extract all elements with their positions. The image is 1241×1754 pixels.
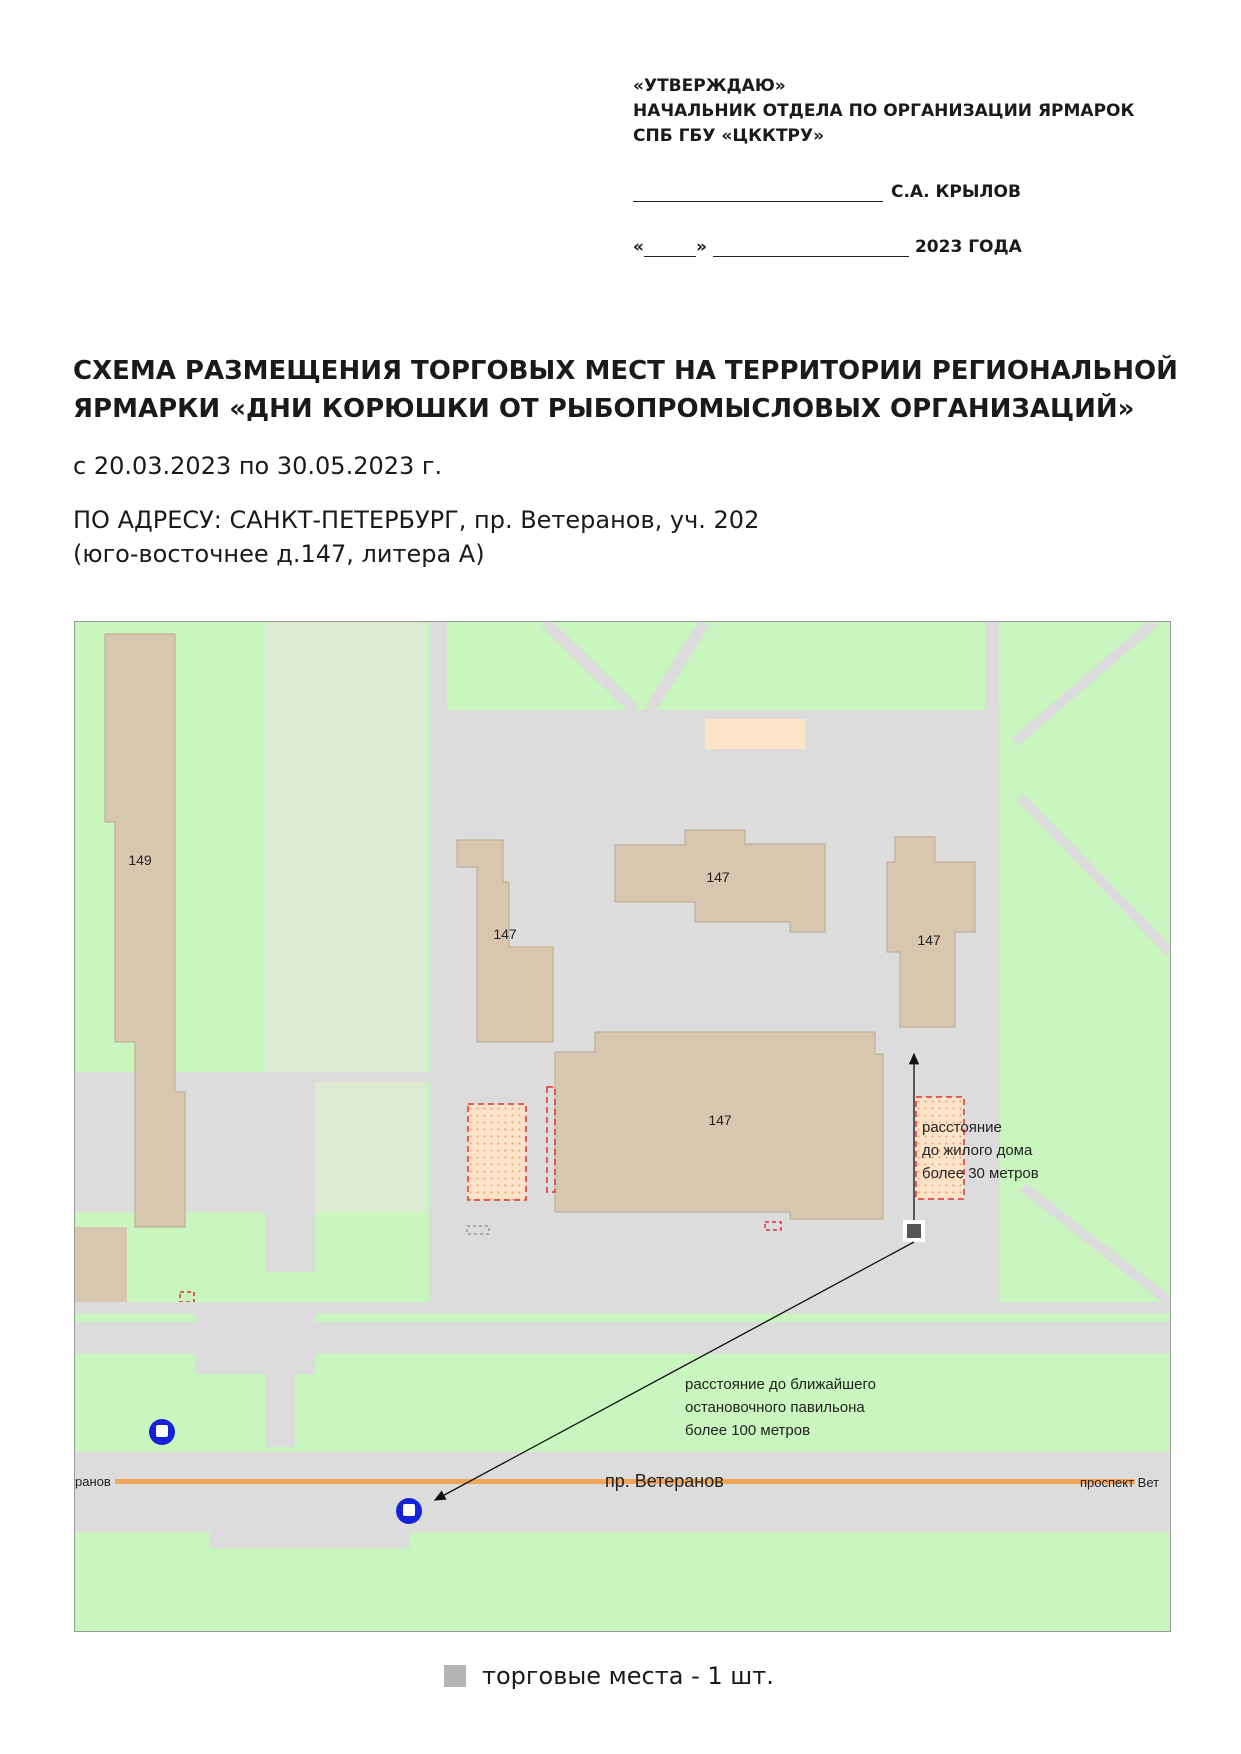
legend-label: торговые места - 1 шт. [482,1662,774,1690]
footpath [265,1072,445,1082]
building-corner [75,1227,127,1302]
bus-stop-icon [149,1419,175,1445]
note-stop-line-1: расстояние до ближайшего [685,1376,876,1393]
address-line-2: (юго-восточнее д.147, литера А) [73,540,485,568]
date-close-quote: » [695,237,707,257]
note-house-line-2: до жилого дома [922,1142,1033,1159]
site-map [74,621,1171,1632]
address-line-1: ПО АДРЕСУ: САНКТ-ПЕТЕРБУРГ, пр. Ветеранов, уч. 202 [73,506,760,534]
building-label-147-right: 147 [917,932,941,948]
building-label-147-left: 147 [493,926,517,942]
date-open-quote: « [633,237,644,257]
approval-year: 2023 ГОДА [914,237,1022,257]
bus-stop-icon [396,1498,422,1524]
service-road [75,1302,1170,1314]
note-stop-line-3: более 100 метров [685,1422,811,1439]
street-label-right: проспект Вет [1080,1475,1160,1490]
signatory-name: С.А. КРЫЛОВ [891,182,1021,202]
document-title [73,352,1183,428]
title-line-1: СХЕМА РАЗМЕЩЕНИЯ ТОРГОВЫХ МЕСТ НА ТЕРРИТОРИИ РЕГИОНАЛЬНОЙ [73,356,1178,386]
street-label-main: пр. Ветеранов [605,1471,724,1491]
fair-address [73,503,759,571]
legend [444,1662,774,1690]
stall-marker [907,1224,921,1238]
building-label-149: 149 [128,852,152,868]
building-label-147-top: 147 [706,869,730,885]
legend-swatch [444,1665,466,1687]
fair-period: с 20.03.2023 по 30.05.2023 г. [73,452,443,480]
side-road [265,1352,295,1447]
street-label-left: ранов [75,1474,111,1489]
month-blank [713,238,909,257]
signature-blank [633,183,883,202]
footpath [265,1082,315,1272]
avenue-roadway [75,1452,1170,1532]
footpath [429,622,447,1302]
title-line-2: ЯРМАРКИ «ДНИ КОРЮШКИ ОТ РЫБОПРОМЫСЛОВЫХ ОРГАНИЗАЦИЙ» [73,394,1135,424]
day-blank [644,238,696,257]
approval-line-2: НАЧАЛЬНИК ОТДЕЛА ПО ОРГАНИЗАЦИИ ЯРМАРОК [633,101,1135,121]
note-house-line-1: расстояние [922,1119,1002,1136]
parking-lot [475,1242,975,1312]
footpath [985,622,999,1302]
signature-line [633,182,1021,202]
note-house-line-3: более 30 метров [922,1165,1039,1182]
building-label-147-main: 147 [708,1112,732,1128]
approval-block [633,74,1134,149]
courtyard-top-lot [705,719,805,749]
avenue-sidewalk [210,1532,410,1548]
fair-zone [468,1104,526,1200]
approval-line-1: «УТВЕРЖДАЮ» [633,76,786,96]
note-stop-line-2: остановочного павильона [685,1399,865,1416]
date-line [633,237,1022,257]
approval-line-3: СПБ ГБУ «ЦККТРУ» [633,126,825,146]
side-road [195,1314,315,1374]
